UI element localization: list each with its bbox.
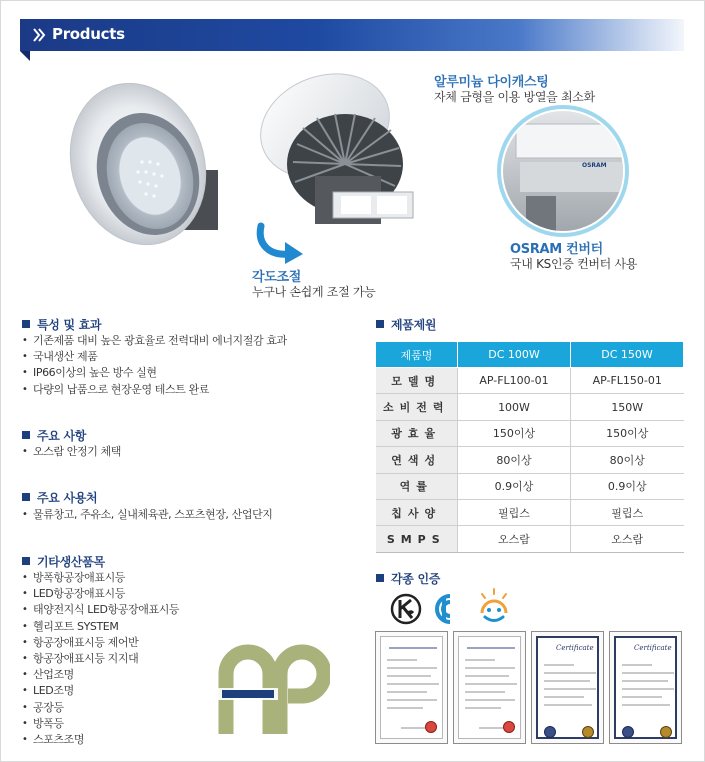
table-cell: 80이상 (571, 447, 684, 473)
table-header-cell: DC 150W (571, 342, 684, 368)
table-row (376, 420, 684, 446)
table-cell: AP-FL100-01 (458, 368, 571, 394)
list-item: • 국내생산 제품 (22, 349, 287, 365)
company-logo-image (218, 638, 330, 734)
list-item: • 항공장애표시등 제어반 (22, 635, 179, 651)
table-cell: 필립스 (458, 499, 571, 525)
table-label-cell: 칩사양 (376, 499, 458, 525)
square-bullet-icon (376, 320, 384, 328)
table-label-cell: 소비전력 (376, 394, 458, 420)
square-bullet-icon (376, 574, 384, 582)
square-bullet-icon (22, 431, 30, 439)
spec-table (375, 341, 684, 553)
list-item: • 헬리포트 SYSTEM (22, 619, 179, 635)
notes-list (22, 444, 121, 460)
certificate-document-1 (375, 631, 448, 744)
table-cell: 오스람 (458, 526, 571, 552)
square-bullet-icon (22, 557, 30, 565)
table-label-cell: 광효율 (376, 420, 458, 446)
table-header-row (376, 342, 684, 368)
table-cell: AP-FL150-01 (571, 368, 684, 394)
list-item: • LED항공장애표시등 (22, 586, 179, 602)
section-header (20, 19, 684, 51)
features-list (22, 333, 287, 398)
table-row (376, 499, 684, 525)
die-cast-text: 자체 금형을 이용 방열을 최소화 (434, 90, 595, 104)
table-cell: 100W (458, 394, 571, 420)
certificate-document-2 (453, 631, 526, 744)
table-label-cell: 역률 (376, 473, 458, 499)
list-item: • 오스람 안정기 체택 (22, 444, 121, 460)
usage-title: 주요 사용처 (22, 489, 97, 506)
table-header-cell: 제품명 (376, 342, 458, 368)
other-products-list (22, 570, 179, 748)
table-cell: 0.9이상 (458, 473, 571, 499)
list-item: • IP66이상의 높은 방수 실현 (22, 365, 287, 381)
notes-title: 주요 사항 (22, 427, 86, 444)
list-item: • LED조명 (22, 683, 179, 699)
table-label-cell: 연색성 (376, 447, 458, 473)
table-cell: 오스람 (571, 526, 684, 552)
table-cell: 80이상 (458, 447, 571, 473)
table-label-cell: 모델명 (376, 368, 458, 394)
table-cell: 0.9이상 (571, 473, 684, 499)
osram-converter-image (496, 104, 630, 238)
converter-text: 국내 KS인증 컨버터 사용 (510, 257, 638, 271)
die-cast-title: 알루미늄 다이캐스팅 (434, 75, 549, 90)
list-item: • 방폭항공장애표시등 (22, 570, 179, 586)
list-item: • 태양전지식 LED항공장애표시등 (22, 602, 179, 618)
list-item: • 다량의 납품으로 현장운영 테스트 완료 (22, 382, 287, 398)
table-row (376, 368, 684, 394)
table-label-cell: SMPS (376, 526, 458, 552)
energy-efficiency-mark-icon (474, 587, 514, 627)
product-front-image (60, 72, 230, 252)
certificate-document-3 (531, 631, 604, 744)
table-row (376, 447, 684, 473)
certificate-title: Certificate (634, 644, 672, 652)
square-bullet-icon (22, 493, 30, 501)
angle-text: 누구나 손쉽게 조절 가능 (252, 285, 376, 299)
table-cell: 150이상 (571, 420, 684, 446)
table-header-cell: DC 100W (458, 342, 571, 368)
ks-mark-icon (390, 593, 422, 625)
list-item: • 항공장애표시등 지지대 (22, 651, 179, 667)
table-cell: 150이상 (458, 420, 571, 446)
converter-title: OSRAM 컨버터 (510, 242, 603, 257)
other-products-title: 기타생산품목 (22, 553, 105, 570)
list-item: • 산업조명 (22, 667, 179, 683)
kc-mark-icon (434, 593, 464, 625)
table-row (376, 526, 684, 552)
features-title: 특성 및 효과 (22, 316, 101, 333)
table-row (376, 394, 684, 420)
list-item: • 공장등 (22, 700, 179, 716)
usage-list (22, 507, 273, 523)
page-title: Products (52, 25, 125, 43)
angle-adjust-arrow-icon (255, 222, 305, 266)
table-row (376, 473, 684, 499)
table-cell: 150W (571, 394, 684, 420)
square-bullet-icon (22, 320, 30, 328)
double-chevron-icon (32, 27, 46, 43)
certificate-document-4 (609, 631, 682, 744)
spec-title: 제품제원 (376, 316, 436, 333)
header-fold (20, 51, 30, 61)
table-cell: 필립스 (571, 499, 684, 525)
list-item: • 기존제품 대비 높은 광효율로 전력대비 에너지절감 효과 (22, 333, 287, 349)
list-item: • 방폭등 (22, 716, 179, 732)
osram-label: OSRAM (582, 162, 607, 169)
certificate-title: Certificate (556, 644, 594, 652)
angle-title: 각도조절 (252, 270, 302, 285)
certs-title: 각종 인증 (376, 570, 440, 587)
list-item: • 물류창고, 주유소, 실내체육관, 스포츠현장, 산업단지 (22, 507, 273, 523)
list-item: • 스포츠조명 (22, 732, 179, 748)
